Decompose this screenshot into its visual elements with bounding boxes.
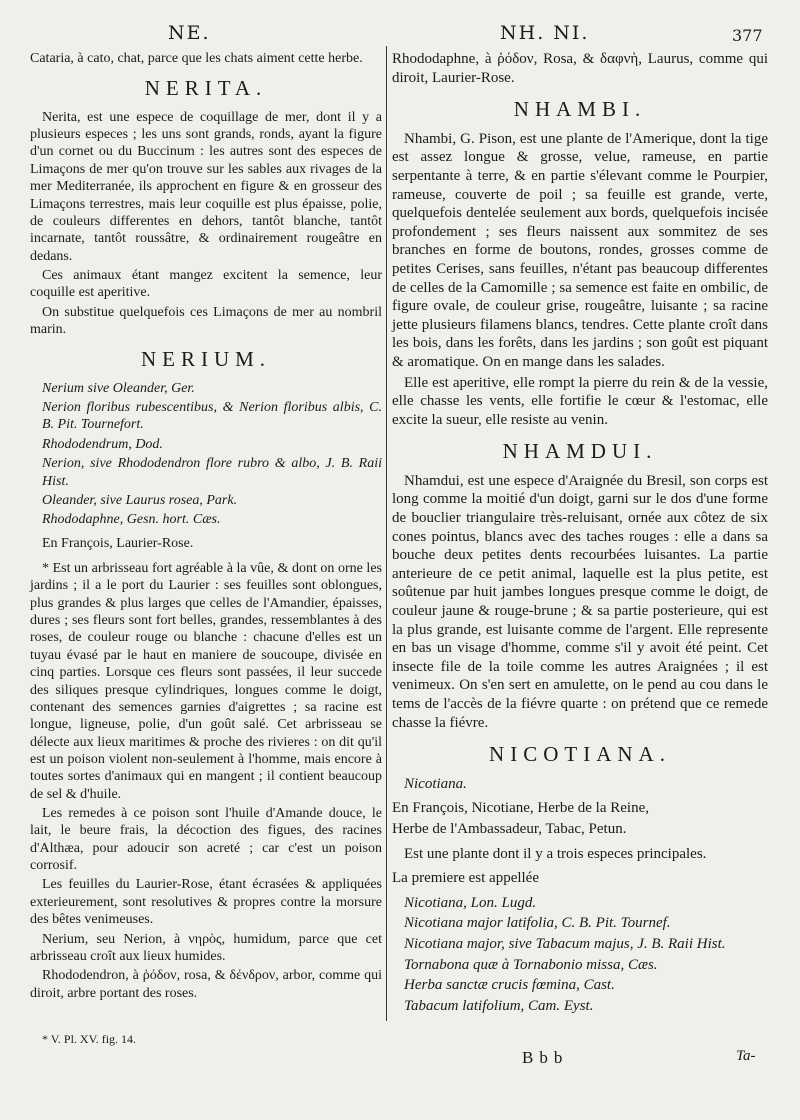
synonym-line: Tornabona quæ à Tornabonio missa, Cæs. [404,956,658,973]
section-title-nhambi: NHAMBI. [513,97,647,122]
nhamdui-paragraph: Nhamdui, est une espece d'Araignée du Bresil, son corps est long comme la moitié d'un doigt, garni sur le dos d'une forme de bouclier triangulaire très-reluisant, ornée aux côtez de six cones pointus, blancs avec des taches rouges : elle a dans sa bouche deux petites dents recourbées luisantes. La partie anterieure de ce petit animal, laquelle est la plus petite, est soûtenue par huit jambes longues presque comme le doigt, de couleur jaune & rouge-brune ; & sa partie posterieure, qui est la plus grande, est luisante comme de l'argent. Elle represente en bas un visage d'homme, comme s'il y avoit été peint. Cet insecte file de la toile comme les autres Araignées ; il est venimeux. On s'en sert en amulette, on le pend au cou dans le tems de l'accès de la fiévre quarte : on prétend que ce remede chasse la fiévre. [392,472,768,731]
nhambi-paragraph: Elle est aperitive, elle rompt la pierre du rein & de la vessie, elle chasse les vents, elle fortifie le cœur & l'estomac, elle excite la sueur, elle resiste au venin. [392,374,768,428]
synonym-line: Oleander, sive Laurus rosea, Park. [42,492,238,508]
french-name-line: Herbe de l'Ambassadeur, Tabac, Petun. [392,820,627,837]
right-column [392,50,768,1017]
nicotiana-intro: Est une plante dont il y a trois especes principales. [404,845,707,862]
synonym-line: Nerion, sive Rhododendron flore rubro & albo, J. B. Raii Hist. [42,456,382,489]
rhododaphne-paragraph: Rhododaphne, à ῥόδον, Rosa, & δαφνὴ, Laurus, comme qui diroit, Laurier-Rose. [392,51,768,86]
column-divider [386,46,387,1021]
synonym-line: Nicotiana major, sive Tabacum majus, J. B. Raii Hist. [404,935,726,952]
section-title-nicotiana: NICOTIANA. [489,742,671,767]
nicotiana-latin-name: Nicotiana. [404,775,467,792]
synonym-line: Rhododaphne, Gesn. hort. Cæs. [42,512,221,528]
synonym-line: Nerion floribus rubescentibus, & Nerion floribus albis, C. B. Pit. Tournefort. [42,400,382,433]
section-title-nerita: NERITA. [144,76,268,101]
running-head-left: NE. [168,22,211,44]
section-title-nerium: NERIUM. [140,347,272,372]
synonym-line: Tabacum latifolium, Cam. Eyst. [404,997,594,1014]
nerita-paragraph: Nerita, est une espece de coquillage de mer, dont il y a plusieurs especes ; les uns sont grands, ronds, ayant la figure d'un cornet ou du Buccinum : les autres sont des especes de Limaçons de mer qu'on trouve sur les sables aux rivages de la mer Mediterranée, ils approchent en figure & en grosseur des Limaçons terrestres, mais leur coquille est plus épaisse, polie, de couleurs differentes en dehors, tantôt blanche, tantôt incarnate, tantôt roussâtre, & ordinairement rougeâtre en dedans. [30,109,382,264]
footnote: * V. Pl. XV. fig. 14. [42,1032,137,1046]
page-number: 377 [732,26,763,45]
synonym-line: Nicotiana major latifolia, C. B. Pit. Tournef. [404,915,671,932]
nerium-paragraph: Les remedes à ce poison sont l'huile d'Amande douce, le lait, le beure frais, la décoction des figues, des racines d'Althæa, pour adoucir son acreté ; car c'est un poison corrosif. [30,806,382,874]
catchword: Ta- [736,1048,756,1064]
nerium-paragraph: Les feuilles du Laurier-Rose, étant écrasées & appliquées exterieurement, sont resolutives & propres contre la morsure des bêtes venimeuses. [30,877,382,928]
synonym-line: Herba sanctæ crucis fœmina, Cast. [404,977,615,994]
nerium-etymology: Nerium, seu Nerion, à νηρὸς, humidum, parce que cet arbrisseau croît aux lieux humides. [30,931,382,964]
synonym-line: Nerium sive Oleander, Ger. [42,380,195,396]
synonym-line: Nicotiana, Lon. Lugd. [404,894,537,911]
nerita-paragraph: On substitue quelquefois ces Limaçons de mer au nombril marin. [30,304,382,338]
cataria-paragraph: Cataria, à cato, chat, parce que les chats aiment cette herbe. [30,51,363,66]
synonym-line: Rhododendrum, Dod. [42,436,163,452]
french-name: En François, Laurier-Rose. [42,535,194,551]
nerita-paragraph: Ces animaux étant mangez excitent la semence, leur coquille est aperitive. [30,267,382,301]
nerium-paragraph: * Est un arbrisseau fort agréable à la vûe, & dont on orne les jardins ; il a le port du Laurier : ses feuilles sont oblongues, plus grandes & plus larges que celles de l'Amandier, épaisses, dures ; ses fleurs sont fort belles, grandes, ressemblantes à des roses, de couleur rouge ou blanche : chacune d'elles est un tuyau évasé par le haut en maniere de soucoupe, divisée en cinq parties. Lorsque ces fleurs sont passées, il leur succede des siliques presque cylindriques, longues comme le doigt, contenant des semences garnies d'aigrettes ; sa racine est longue, ligneuse, polie, d'un goût salé. Cet arbrisseau se délecte aux lieux maritimes & proche des rivieres : on dit qu'il est un poison violent non-seulement à l'homme, mais encore à toutes sortes d'animaux qui en mangent ; il contient beaucoup de sel & d'huile. [30,560,382,802]
section-title-nhamdui: NHAMDUI. [502,439,658,464]
french-name-line: En François, Nicotiane, Herbe de la Reine, [392,800,649,817]
nhambi-paragraph: Nhambi, G. Pison, est une plante de l'Amerique, dont la tige est assez longue & grosse, velue, rameuse, en partie serpentante à terre, & en partie s'élevant comme le Pourpier, rameuse, couverte de poil ; sa feuille est grande, verte, quelquefois dentelée seulement aux bords, quelquefois incisée profondement ; ses fleurs naissent aux sommitez de ses branches en forme de boutons, rondes, grosses comme de petites Cerises, sans feuilles, n'étant pas beaucoup differentes de celles de la Camomille ; sa semence est faite en ombilic, de figure ovale, de couleur grise, rougeâtre, luisante ; sa racine jette plusieurs filamens blancs, tendres. Cette plante croît dans les bois, dans les forêts, dans les jardins ; son goût est piquant & aromatique. On en mange dans les salades. [392,130,768,370]
running-head-right: NH. NI. [500,22,590,44]
left-column [30,50,382,1004]
nicotiana-subhead: La premiere est appellée [392,870,539,887]
signature-mark: Bbb [522,1048,569,1067]
rhododendron-etymology: Rhododendron, à ῥόδον, rosa, & δένδρον, arbor, comme qui diroit, arbre portant des roses. [30,968,382,1001]
